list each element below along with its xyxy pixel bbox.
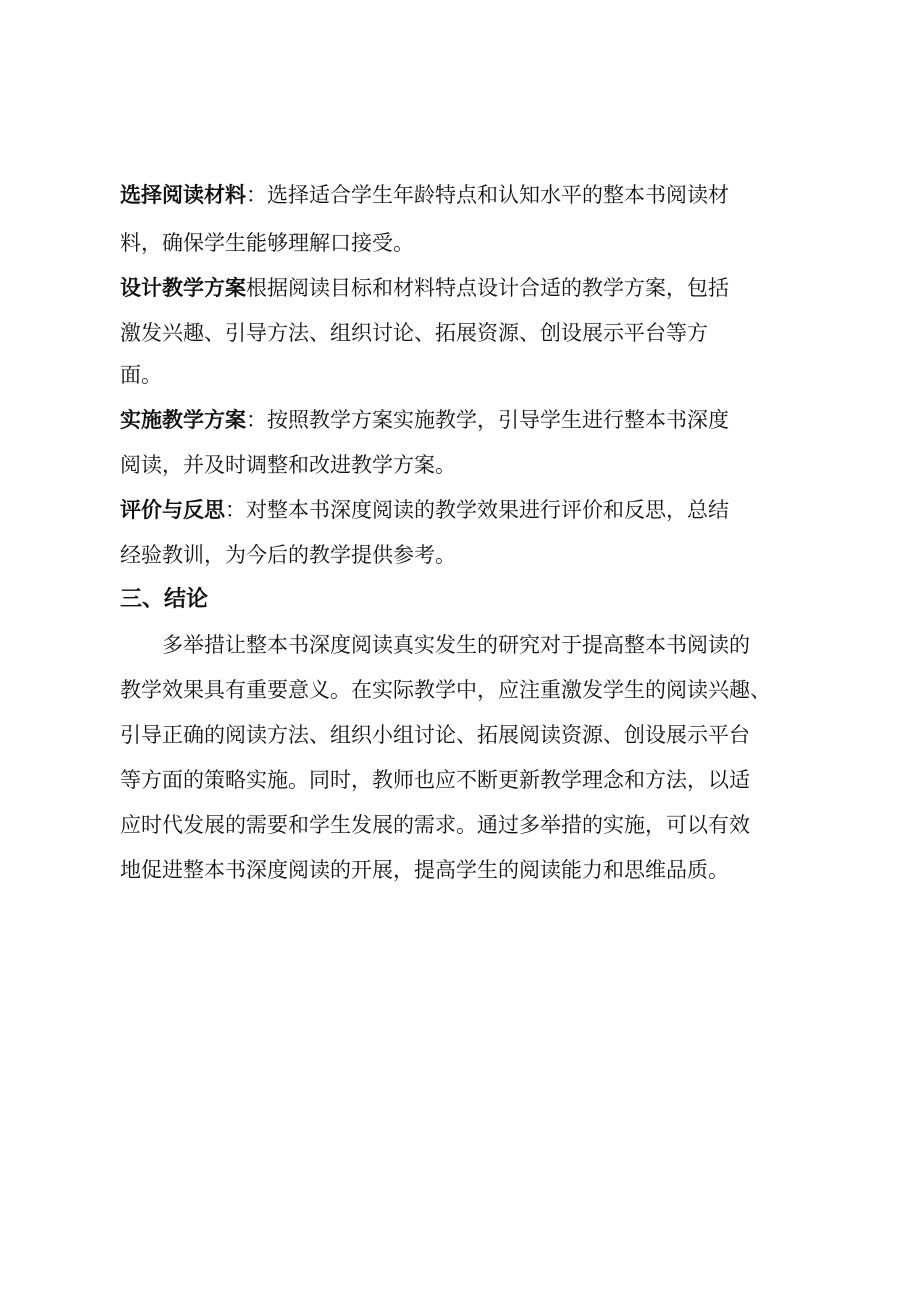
item-design-plan-line-1 <box>120 273 810 303</box>
item-select-material-line-2 <box>120 228 810 258</box>
section-heading-conclusion: 三、结论 <box>120 587 209 612</box>
item-evaluate-line-1 <box>120 495 810 525</box>
item-implement-plan-line-2 <box>120 450 810 480</box>
conclusion-line: 多举措让整本书深度阅读真实发生的研究对于提高整本书阅读的 <box>162 633 750 657</box>
item-text: ：按照教学方案实施教学，引导学生进行整本书深度 <box>246 408 729 432</box>
item-text: 根据阅读目标和材料特点设计合适的教学方案，包括 <box>246 276 729 300</box>
item-text: 经验教训，为今后的教学提供参考。 <box>120 543 456 567</box>
conclusion-line: 应时代发展的需要和学生发展的需求。通过多举措的实施，可以有效 <box>120 813 750 837</box>
item-text: 料，确保学生能够理解口接受。 <box>120 231 414 255</box>
item-design-plan-line-2 <box>120 318 810 348</box>
item-text: ：对整本书深度阅读的教学效果进行评价和反思，总结 <box>225 498 729 522</box>
item-evaluate-line-2 <box>120 540 810 570</box>
item-text: ：选择适合学生年龄特点和认知水平的整本书阅读材 <box>246 183 729 207</box>
item-term: 实施教学方案 <box>120 408 246 432</box>
conclusion-line: 教学效果具有重要意义。在实际教学中，应注重激发学生的阅读兴趣、 <box>120 678 771 702</box>
item-text: 阅读，并及时调整和改进教学方案。 <box>120 453 456 477</box>
item-term: 评价与反思 <box>120 498 225 522</box>
conclusion-line: 引导正确的阅读方法、组织小组讨论、拓展阅读资源、创设展示平台 <box>120 723 750 747</box>
item-implement-plan-line-1 <box>120 405 810 435</box>
item-text: 面。 <box>120 363 162 387</box>
item-term: 选择阅读材料 <box>120 183 246 207</box>
item-select-material-line-1 <box>120 180 810 210</box>
conclusion-line: 地促进整本书深度阅读的开展，提高学生的阅读能力和思维品质。 <box>120 858 729 882</box>
item-design-plan-line-3 <box>120 360 810 390</box>
conclusion-line: 等方面的策略实施。同时，教师也应不断更新教学理念和方法，以适 <box>120 768 750 792</box>
item-term: 设计教学方案 <box>120 276 246 300</box>
item-text: 激发兴趣、引导方法、组织讨论、拓展资源、创设展示平台等方 <box>120 321 708 345</box>
